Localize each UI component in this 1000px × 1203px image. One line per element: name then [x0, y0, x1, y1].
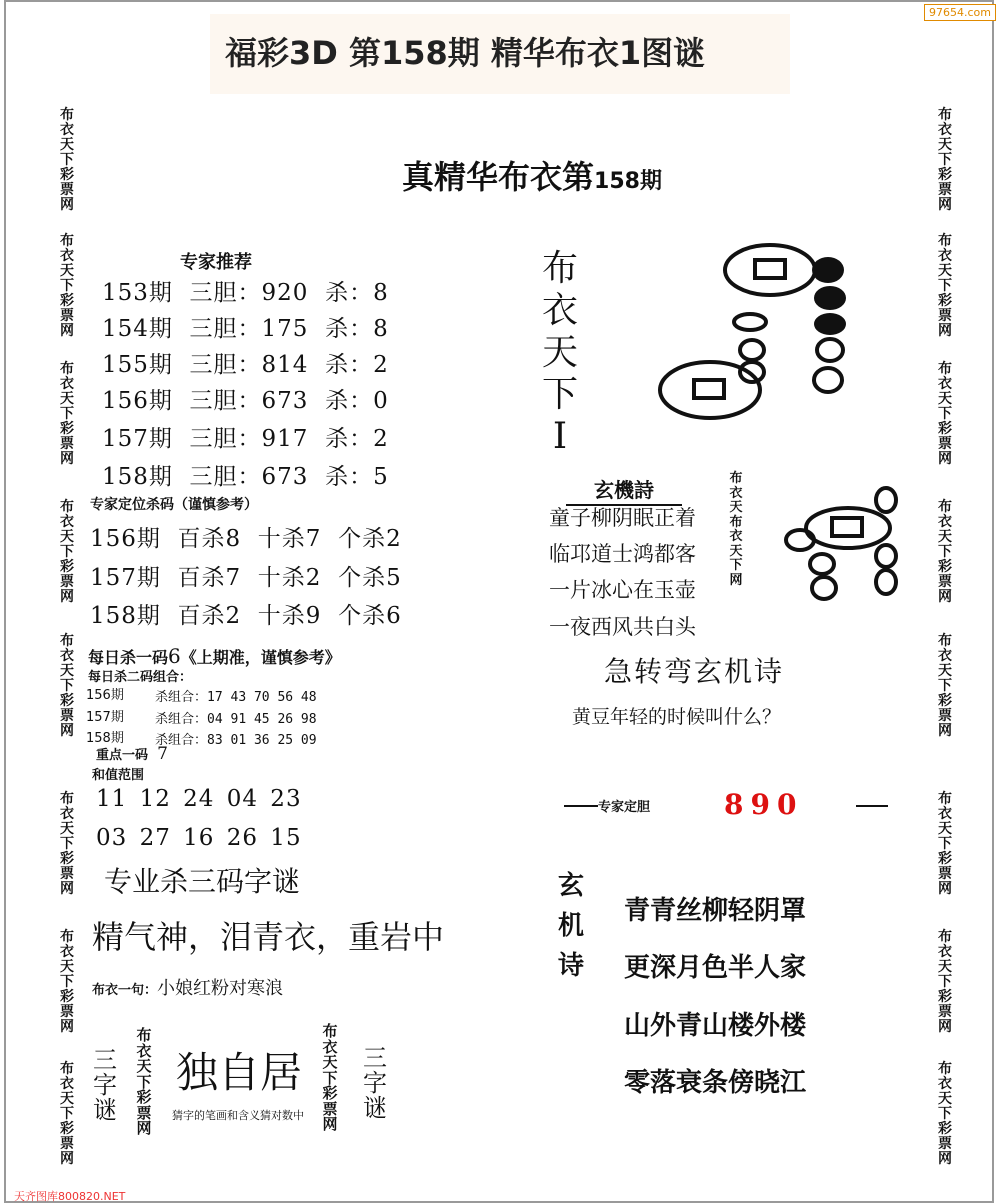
- period: 158期: [90, 603, 161, 629]
- combo-numbers: 83 01 36 25 09: [207, 733, 317, 748]
- combo-heading: 每日杀二码组合：: [88, 670, 193, 685]
- key-code-line: [96, 744, 168, 764]
- dan-label: 三胆：: [189, 316, 262, 342]
- bottom-riddle-main: 独自居: [176, 1048, 303, 1097]
- bottom-riddle-side: 布衣天下彩票网: [136, 1026, 152, 1137]
- side-label: 布衣天下彩票网: [60, 633, 74, 739]
- main-title-issue: 158期: [594, 169, 662, 194]
- side-label: 布衣天下彩票网: [60, 233, 74, 339]
- period: 157期: [90, 565, 161, 591]
- combo-label: 杀组合：: [155, 733, 208, 748]
- coins-illustration: [776, 484, 906, 604]
- coins-illustration: [650, 240, 860, 430]
- bottom-riddle-label: 三字谜: [363, 1044, 387, 1122]
- riddle-sentence-label: 布衣一句：: [92, 983, 158, 998]
- combo-numbers: 17 43 70 56 48: [207, 690, 317, 705]
- xuanji-line: 更深月色半人家: [624, 953, 807, 983]
- period: 156期: [102, 388, 173, 414]
- riddle-text: 精气神，泪青衣，重岩中: [92, 918, 445, 956]
- kill-label: 杀：: [325, 426, 374, 452]
- position-kill-row: [90, 559, 402, 592]
- poem-line: 一夜西风共白头: [549, 615, 696, 639]
- key-code-value: 7: [157, 744, 168, 764]
- dan-value: 917: [261, 426, 309, 452]
- period: 156期: [86, 688, 124, 703]
- main-title: [402, 152, 662, 198]
- divider: [856, 805, 888, 807]
- side-label: 布衣天下彩票网: [938, 361, 952, 467]
- main-title-text: 真精华布衣第: [402, 158, 595, 196]
- bottom-riddle-hint: 猜字的笔画和含义猜对数中: [172, 1109, 304, 1122]
- dan-value: 175: [261, 316, 309, 342]
- side-label: 布衣天下彩票网: [60, 361, 74, 467]
- turn-question: 黄豆年轻的时候叫什么？: [572, 706, 782, 728]
- expert-row: [102, 458, 389, 491]
- shi-kill: 十杀7: [257, 526, 322, 552]
- riddle-sentence-line: [92, 974, 283, 1000]
- period: 158期: [102, 464, 173, 490]
- riddle-sentence: 小娘红粉对寒浪: [157, 978, 284, 999]
- daily-kill-value: 6: [168, 644, 181, 668]
- side-label: 布衣天下彩票网: [60, 499, 74, 605]
- ge-kill: 个杀6: [338, 603, 402, 629]
- page-title: 福彩3D 第158期 精华布衣1图谜: [225, 34, 706, 72]
- dan-label: 三胆：: [189, 388, 262, 414]
- xuanji-label: 玄机诗: [557, 871, 584, 981]
- poem-line: 临邛道士鸿都客: [549, 542, 696, 566]
- combo-label: 杀组合：: [155, 690, 208, 705]
- watermark: 97654.com: [924, 4, 996, 21]
- expert-row: [102, 382, 389, 415]
- combo-values: [155, 729, 317, 748]
- side-label: 布衣天下彩票网: [60, 1061, 74, 1167]
- combo-row: [86, 684, 124, 703]
- side-label: 布衣天下彩票网: [60, 929, 74, 1035]
- dan-value: 673: [261, 464, 309, 490]
- key-code-label: 重点一码: [96, 748, 149, 763]
- expert-row: [102, 310, 389, 343]
- sum-range-label: 和值范围: [92, 768, 145, 783]
- side-label: 布衣天下彩票网: [938, 233, 952, 339]
- side-label: 布衣天下彩票网: [938, 107, 952, 213]
- dan-label: 三胆：: [189, 426, 262, 452]
- vertical-title: 布衣天下I: [541, 248, 578, 457]
- footer-credit: 天齐图库800820.NET: [14, 1190, 126, 1203]
- shi-kill: 十杀9: [257, 603, 322, 629]
- expert-heading: 专家推荐: [180, 252, 252, 273]
- kill-label: 杀：: [325, 316, 374, 342]
- combo-values: [155, 708, 317, 727]
- expert-row: [102, 346, 389, 379]
- side-label: 布衣天下彩票网: [60, 107, 74, 213]
- expert-row: [102, 420, 389, 453]
- expert-row: [102, 274, 389, 307]
- period: 157期: [102, 426, 173, 452]
- bai-kill: 百杀2: [177, 603, 242, 629]
- kill-value: 5: [373, 464, 389, 490]
- bottom-riddle-label: 三字谜: [93, 1046, 117, 1124]
- poem-line: 一片冰心在玉壶: [549, 578, 696, 602]
- side-label: 布衣天下彩票网: [938, 791, 952, 897]
- combo-numbers: 04 91 45 26 98: [207, 712, 317, 727]
- period: 157期: [86, 710, 124, 725]
- dan-value: 673: [261, 388, 309, 414]
- bottom-riddle-side: 布衣天下彩票网: [322, 1022, 338, 1133]
- poem-title: 玄機詩: [566, 474, 682, 506]
- combo-values: [155, 686, 317, 705]
- period: 155期: [102, 352, 173, 378]
- position-kill-row: [90, 597, 402, 630]
- kill-label: 杀：: [325, 464, 374, 490]
- side-label: 布衣天下彩票网: [60, 791, 74, 897]
- period: 156期: [90, 526, 161, 552]
- poem-line: 童子柳阴眠正着: [549, 506, 696, 530]
- kill-value: 0: [373, 388, 389, 414]
- position-kill-heading: 专家定位杀码（谨慎参考）: [90, 497, 258, 513]
- dingdan-value: 890: [724, 788, 804, 821]
- kill-value: 2: [373, 426, 389, 452]
- side-label: 布衣天下彩票网: [938, 1061, 952, 1167]
- dan-label: 三胆：: [189, 352, 262, 378]
- dan-label: 三胆：: [189, 280, 262, 306]
- kill-label: 杀：: [325, 352, 374, 378]
- combo-label: 杀组合：: [155, 712, 208, 727]
- riddle-heading: 专业杀三码字谜: [104, 865, 301, 898]
- dan-label: 三胆：: [189, 464, 262, 490]
- kill-value: 2: [373, 352, 389, 378]
- bai-kill: 百杀7: [177, 565, 242, 591]
- position-kill-row: [90, 520, 402, 553]
- bai-kill: 百杀8: [177, 526, 242, 552]
- period: 153期: [102, 280, 173, 306]
- combo-row: [86, 706, 124, 725]
- poem-side-label: 布衣天布衣天下网: [729, 471, 743, 588]
- side-label: 布衣天下彩票网: [938, 499, 952, 605]
- kill-label: 杀：: [325, 280, 374, 306]
- dingdan-label: 专家定胆: [598, 800, 651, 815]
- shi-kill: 十杀2: [257, 565, 322, 591]
- period: 158期: [86, 731, 124, 746]
- daily-kill-note: 《上期准，谨慎参考》: [180, 648, 341, 667]
- xuanji-line: 零落衰条傍晓江: [624, 1068, 807, 1098]
- kill-label: 杀：: [325, 388, 374, 414]
- side-label: 布衣天下彩票网: [938, 929, 952, 1035]
- kill-value: 8: [373, 280, 389, 306]
- ge-kill: 个杀2: [338, 526, 402, 552]
- kill-value: 8: [373, 316, 389, 342]
- divider: [564, 805, 598, 807]
- sum-range-row: 03 27 16 26 15: [96, 825, 302, 851]
- side-label: 布衣天下彩票网: [938, 633, 952, 739]
- daily-kill-heading: 每日杀一码: [88, 648, 169, 667]
- period: 154期: [102, 316, 173, 342]
- xuanji-line: 青青丝柳轻阴罩: [624, 896, 807, 926]
- ge-kill: 个杀5: [338, 565, 402, 591]
- daily-kill-line: [88, 644, 341, 668]
- xuanji-line: 山外青山楼外楼: [624, 1011, 807, 1041]
- sum-range-row: 11 12 24 04 23: [96, 786, 302, 812]
- dan-value: 814: [261, 352, 309, 378]
- turn-title: 急转弯玄机诗: [604, 655, 785, 688]
- dan-value: 920: [261, 280, 309, 306]
